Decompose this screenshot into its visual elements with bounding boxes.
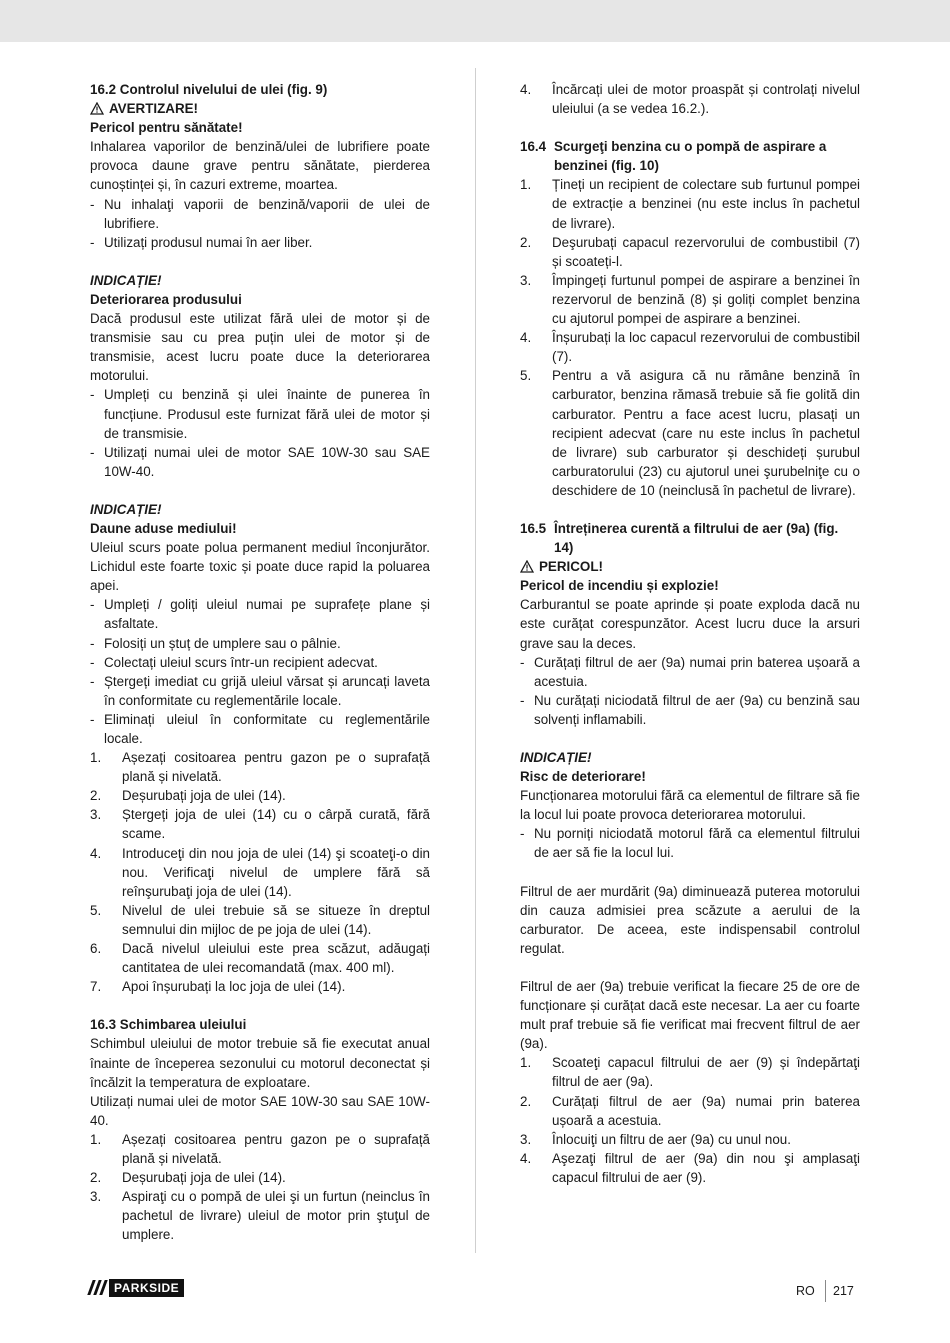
note-heading: INDICAȚIE!	[520, 750, 592, 765]
list-item: - Nu porniți niciodată motorul fără ca elementul filtrului de aer să fie la locul lui.	[520, 826, 860, 861]
note-subtitle: Deteriorarea produsului	[90, 291, 242, 307]
list-item: - Utilizați numai ulei de motor SAE 10W-30 sau SAE 10W-40.	[90, 444, 430, 479]
warning-subtitle: Pericol pentru sănătate!	[90, 120, 243, 136]
paragraph: Carburantul se poate aprinde și poate exploda dacă nu este curățat corespunzător. Acest lucru duce la arsuri grave sau la deces.	[520, 597, 860, 651]
numbered-item: 1. Așezați cositoarea pentru gazon pe o suprafață plană și nivelată.	[90, 750, 430, 785]
list-item: - Umpleți / goliți uleiul numai pe suprafețe plane și asfaltate.	[90, 597, 430, 632]
note-heading: INDICAȚIE!	[90, 272, 162, 288]
numbered-item: 4. Aşezaţi filtrul de aer (9a) din nou şi amplasaţi capacul filtrului de aer (9).	[520, 1150, 860, 1185]
danger-subtitle: Pericol de incendiu și explozie!	[520, 578, 719, 594]
paragraph: Filtrul de aer (9a) trebuie verificat la fiecare 25 de ore de funcționare și curățat dacă este necesar. La aer cu foarte mult praf trebuie să fie verificat mai frecvent filtrul de aer (9a).	[520, 978, 860, 1052]
list-item: - Nu curățați niciodată filtrul de aer (9a) cu benzină sau solvenți inflamabili.	[520, 692, 860, 727]
paragraph: Funcționarea motorului fără ca elementul de filtrare să fie la locul lui poate provoca deteriorarea motorului.	[520, 788, 860, 823]
list-item: - Nu inhalaţi vaporii de benzină/vaporii de ulei de lubrifiere.	[90, 196, 430, 231]
section-16-2-title: 16.2 Controlul nivelului de ulei (fig. 9)	[90, 82, 328, 97]
numbered-item: 3. Înlocuiţi un filtru de aer (9a) cu unul nou.	[520, 1131, 791, 1147]
warning-icon	[520, 560, 534, 573]
logo-text: PARKSIDE	[109, 1279, 184, 1297]
list-item: - Umpleți cu benzină și ulei înainte de punerea în funcțiune. Produsul este furnizat fără ulei de motor și de transmisie.	[90, 387, 430, 441]
paragraph: Utilizați numai ulei de motor SAE 10W-30 sau SAE 10W-40.	[90, 1093, 430, 1128]
numbered-item: 6. Dacă nivelul uleiului este prea scăzut, adăugați cantitatea de ulei recomandată (max. 400 ml).	[90, 941, 430, 976]
logo-stripes-icon	[90, 1280, 105, 1295]
numbered-item: 3. Aspiraţi cu o pompă de ulei şi un furtun (neinclus în pachetul de livrare) uleiul de motor prin ştuţul de umplere.	[90, 1189, 430, 1243]
language-code: RO	[796, 1284, 815, 1298]
paragraph: Uleiul scurs poate polua permanent mediul înconjurător. Lichidul este foarte toxic și poate duce rapid la poluarea apei.	[90, 540, 430, 594]
numbered-item: 1. Scoateţi capacul filtrului de aer (9) și îndepărtaţi filtrul de aer (9a).	[520, 1055, 860, 1090]
paragraph: Filtrul de aer murdărit (9a) diminuează puterea motorului din cauza admisiei prea scăzute a aerului de la carburator. De aceea, este indispensabil controlul regulat.	[520, 883, 860, 956]
numbered-item: 4. Încărcați ulei de motor proaspăt și controlați nivelul uleiului (a se vedea 16.2.).	[520, 82, 860, 117]
paragraph: Inhalarea vaporilor de benzină/ulei de lubrifiere poate provoca daune grave pentru sănătate, pierderea cunoștinței și, în cazuri extreme, moartea.	[90, 139, 430, 193]
list-item: - Curățați filtrul de aer (9a) numai prin baterea ușoară a acestuia.	[520, 654, 860, 689]
section-16-5-title: 16.5 Întreținerea curentă a filtrului de aer (9a) (fig. 14)	[520, 520, 839, 556]
footer-separator	[825, 1280, 826, 1302]
list-item: - Folosiți un ștuț de umplere sau o pâlnie.	[90, 635, 341, 651]
note-heading: INDICAȚIE!	[90, 501, 162, 517]
paragraph: Dacă produsul este utilizat fără ulei de motor și de transmisie sau cu prea puțin ulei de motor și de transmisie, acest lucru poate duce la deteriorarea motorului.	[90, 311, 430, 384]
numbered-item: 2. Deşurubați capacul rezervorului de combustibil (7) și scoateți-l.	[520, 234, 860, 269]
warning-label: AVERTIZARE!	[109, 101, 199, 117]
paragraph: Schimbul uleiului de motor trebuie să fie executat anual înainte de începerea sezonului cu motorul deconectat și încălzit la temperatura de exploatare.	[90, 1036, 430, 1090]
numbered-item: 2. Curățați filtrul de aer (9a) numai prin baterea ușoară a acestuia.	[520, 1093, 860, 1128]
warning-icon	[90, 102, 104, 115]
numbered-item: 2. Deșurubați joja de ulei (14).	[90, 1170, 286, 1186]
note-subtitle: Daune aduse mediului!	[90, 520, 237, 536]
danger-heading	[520, 557, 860, 576]
numbered-item: 3. Împingeți furtunul pompei de aspirare a benzinei în rezervorul de benzină (8) și goliți complet benzina cu ajutorul pompei de aspirare a benzinei.	[520, 272, 860, 327]
top-bar	[0, 0, 950, 42]
numbered-item: 2. Deșurubați joja de ulei (14).	[90, 788, 286, 804]
warning-heading	[90, 99, 430, 118]
numbered-item: 1. Țineți un recipient de colectare sub furtunul pompei de extracție a benzinei (nu este inclus în pachetul de livrare).	[520, 177, 860, 231]
page-number: 217	[833, 1284, 854, 1298]
numbered-item: 4. Introduceţi din nou joja de ulei (14) şi scoateţi-o din nou. Verificaţi nivelul de umplere fără să reînşurubaţi joja de ulei (14).	[90, 845, 430, 899]
numbered-item: 7. Apoi înșurubați la loc joja de ulei (14).	[90, 979, 346, 995]
numbered-item: 5. Nivelul de ulei trebuie să se situeze în dreptul semnului din mijloc de pe joja de ulei (14).	[90, 902, 430, 937]
right-column	[520, 80, 860, 1187]
note-subtitle: Risc de deteriorare!	[520, 769, 646, 785]
danger-label: PERICOL!	[539, 559, 603, 575]
numbered-item: 5. Pentru a vă asigura că nu rămâne benzină în carburator, benzina rămasă trebuie să fie golită din carburator. Pentru a face acest lucru, plasați un recipient adecvat (care nu este inclus în pachetul de livrare) sub carburator și deschideți șurubul carburatorului (23) cu ajutorul unei şurubelniţe cu o deschidere de 10 (neinclusă în pachetul de livrare).	[520, 368, 860, 498]
list-item: - Colectați uleiul scurs într-un recipient adecvat.	[90, 654, 378, 670]
parkside-logo	[90, 1278, 184, 1297]
left-column	[90, 80, 430, 1244]
numbered-item: 3. Ștergeți joja de ulei (14) cu o cârpă curată, fără scame.	[90, 807, 430, 842]
column-divider	[475, 68, 476, 1253]
section-16-3-title: 16.3 Schimbarea uleiului	[90, 1017, 247, 1033]
list-item: - Ștergeți imediat cu grijă uleiul vărsat și aruncați laveta în conformitate cu reglementările locale.	[90, 673, 430, 708]
numbered-item: 4. Înșurubați la loc capacul rezervorului de combustibil (7).	[520, 330, 860, 365]
list-item: - Eliminați uleiul în conformitate cu reglementările locale.	[90, 711, 430, 746]
numbered-item: 1. Așezați cositoarea pentru gazon pe o suprafață plană și nivelată.	[90, 1131, 430, 1166]
list-item: - Utilizați produsul numai în aer liber.	[90, 234, 313, 250]
section-16-4-title: 16.4 Scurgeţi benzina cu o pompă de aspirare a benzinei (fig. 10)	[520, 139, 827, 174]
